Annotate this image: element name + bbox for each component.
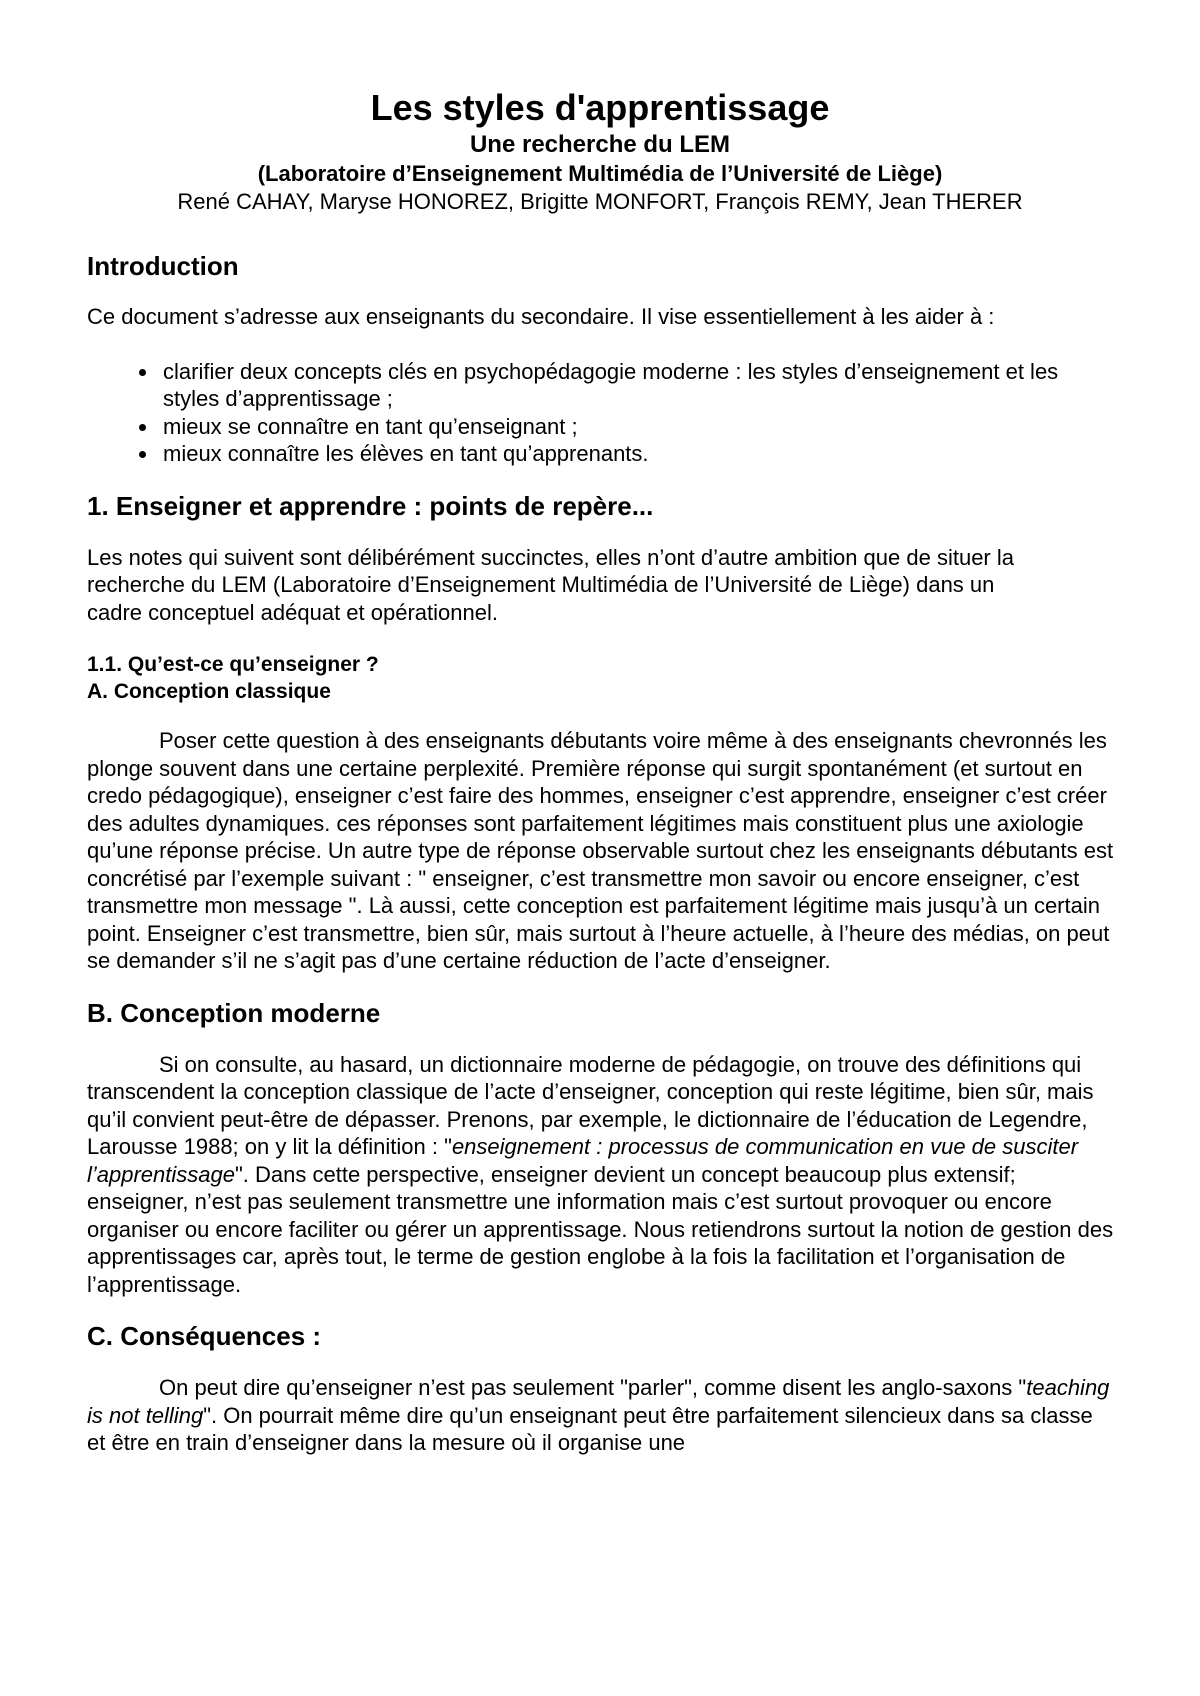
section-c-heading: C. Conséquences : (87, 1321, 322, 1351)
laboratory-name: (Laboratoire d’Enseignement Multimédia de l’Université de Liège) (257, 161, 943, 186)
paragraph-text: ". On pourrait même dire qu’un enseignant peut être parfaitement silencieux dans sa classe et être en train d’enseigner dans la mesure où il organise une (87, 1402, 1093, 1455)
list-item: • clarifier deux concepts clés en psychopédagogie moderne : les styles d’enseignement et les styles d’apprentissage ; (159, 358, 1117, 413)
section-b-heading: B. Conception moderne (87, 997, 381, 1028)
paragraph-text: Si on consulte, au hasard, un dictionnaire moderne de pédagogie, on trouve des définitions qui transcendent la conception classique de l’acte d’enseigner, conception qui reste légitime, bien sûr, mais qu’il convient peut-être de dépasser. Prenons, par exemple, le dictionnaire de l’éducation de Legendre, Larousse 1988; on y lit la définition : " (87, 1051, 1094, 1159)
paragraph-text: On peut dire qu’enseigner n’est pas seulement "parler", comme disent les anglo-saxons " (159, 1375, 1027, 1400)
document-header (0, 86, 1200, 216)
introduction-bullet-list (87, 358, 1117, 468)
list-item: • mieux se connaître en tant qu’enseignant ; (159, 413, 1117, 441)
list-item: • mieux connaître les élèves en tant qu’apprenants. (159, 440, 1117, 468)
section-1-heading: 1. Enseigner et apprendre : points de repère... (87, 490, 654, 521)
definition-quote: enseignement : processus de communication en vue de susciter l’apprentissage (87, 1134, 1079, 1187)
subsection-1-1-heading: 1.1. Qu’est-ce qu’enseigner ? (87, 653, 379, 676)
section-1-paragraph: Les notes qui suivent sont délibérément succinctes, elles n’ont d’autre ambition que de situer la recherche du LEM (Laboratoire d’Enseignement Multimédia de l’Université de Liège) dans un cadre conceptuel adéquat et opérationnel. (87, 544, 1014, 625)
conception-classique-paragraph: Poser cette question à des enseignants débutants voire même à des enseignants chevronnés les plonge souvent dans une certaine perplexité. Première réponse qui surgit spontanément (et surtout en credo pédagogique), enseigner c’est faire des hommes, enseigner c’est apprendre, enseigner c’est créer des adultes dynamiques. ces réponses sont parfaitement légitimes mais constituent plus une axiologie qu’une réponse précise. Un autre type de réponse observable surtout chez les enseignants débutants est concrétisé par l’exemple suivant : " enseigner, c’est transmettre mon savoir ou encore enseigner, c’est transmettre mon message ". Là aussi, cette conception est parfaitement légitime mais jusqu’à un certain point. Enseigner c’est transmettre, bien sûr, mais surtout à l’heure actuelle, à l’heure des médias, on peut se demander s’il ne s’agit pas d’une certaine réduction de l’acte d’enseigner. (87, 728, 1114, 973)
english-quote: teaching is not telling (87, 1375, 1110, 1428)
consequences-paragraph (87, 1374, 1117, 1457)
document-subtitle: Une recherche du LEM (469, 131, 731, 158)
paragraph-text: ". Dans cette perspective, enseigner devient un concept beaucoup plus extensif; enseigner, n’est pas seulement transmettre une information mais c’est surtout provoquer ou encore organiser ou encore faciliter ou gérer un apprentissage. Nous retiendrons surtout la notion de gestion des apprentissages car, après tout, le terme de gestion englobe à la fois la facilitation et l’organisation de l’apprentissage. (87, 1161, 1114, 1297)
subsection-a-heading: A. Conception classique (87, 680, 331, 703)
introduction-heading: Introduction (87, 251, 239, 281)
document-title: Les styles d'apprentissage (370, 87, 830, 128)
conception-moderne-paragraph (87, 1051, 1117, 1299)
authors-line: René CAHAY, Maryse HONOREZ, Brigitte MONFORT, François REMY, Jean THERER (177, 189, 1023, 214)
introduction-lead: Ce document s’adresse aux enseignants du secondaire. Il vise essentiellement à les aider à : (87, 304, 995, 329)
document-body (87, 250, 1117, 1457)
